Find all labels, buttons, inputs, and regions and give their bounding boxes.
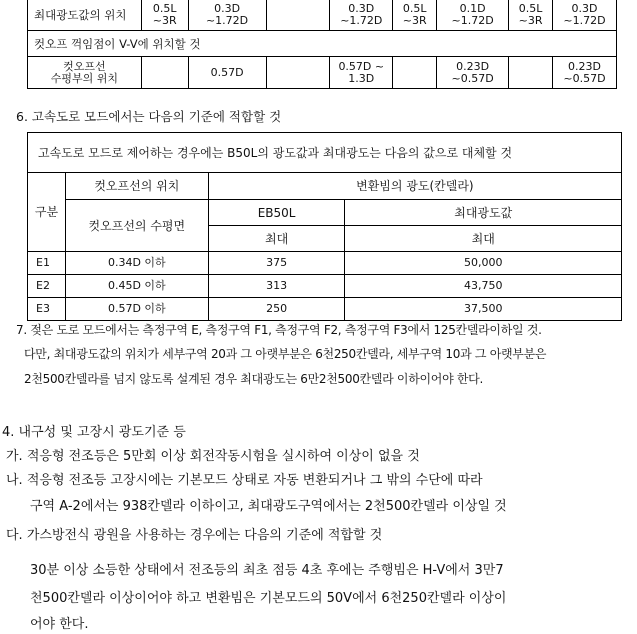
- header-max-value: 최대광도값: [345, 200, 622, 226]
- top-spec-table: [27, 0, 617, 89]
- table-row: [28, 275, 622, 298]
- item-7-line-1: 7. 젖은 도로 모드에서는 측정구역 E, 측정구역 F1, 측정구역 F2, 측정구역 F3에서 125칸델라이하일 것.: [16, 323, 542, 337]
- table-row: [28, 298, 622, 321]
- row-cutoff-horizontal: [28, 57, 617, 89]
- cell: 0.3D ~1.72D: [553, 0, 617, 31]
- section-4-item-a: 가. 적응형 전조등은 5만회 이상 회전작동시험을 실시하여 이상이 없을 것: [6, 449, 420, 464]
- cell: 0.5L ~3R: [509, 0, 553, 31]
- header-max: 최대: [345, 226, 622, 252]
- row-position: 0.34D 이하: [65, 252, 208, 275]
- row-label: 컷오프선 수평부의 위치: [28, 57, 142, 89]
- section-4-item-c-line-3: 어야 한다.: [30, 617, 89, 632]
- table-caption: 고속도로 모드로 제어하는 경우에는 B50L의 광도값과 최대광도는 다음의 값으로 대체할 것: [28, 133, 622, 173]
- section-4-item-c-line-2: 천500칸델라 이상이어야 하고 변환빔은 기본모드의 50V에서 6천250칸델라 이상이: [30, 591, 507, 606]
- cell: 0.5L ~3R: [393, 0, 437, 31]
- header-eb50l: EB50L: [208, 200, 345, 226]
- cell: 0.3D ~1.72D: [188, 0, 266, 31]
- row-max: 37,500: [345, 298, 622, 321]
- item-6-heading: 6. 고속도로 모드에서는 다음의 기준에 적합할 것: [16, 109, 282, 124]
- row-label: 최대광도값의 위치: [28, 0, 142, 31]
- cell: 0.3D ~1.72D: [330, 0, 393, 31]
- section-4-item-c: 다. 가스방전식 광원을 사용하는 경우에는 다음의 기준에 적합할 것: [6, 528, 383, 543]
- row-max-position: [28, 0, 617, 31]
- cell: 0.1D ~1.72D: [437, 0, 509, 31]
- header-cutoff-horizontal: 컷오프선의 수평면: [65, 200, 208, 252]
- cell: [266, 57, 330, 89]
- row-max: 43,750: [345, 275, 622, 298]
- header-cutoff-position: 컷오프선의 위치: [65, 173, 208, 200]
- cell: [393, 57, 437, 89]
- row-cutoff-point: [28, 31, 617, 57]
- cell: 0.57D ~ 1.3D: [330, 57, 393, 89]
- header-intensity: 변환빔의 광도(칸델라): [208, 173, 621, 200]
- row-position: 0.45D 이하: [65, 275, 208, 298]
- cell: 0.57D: [188, 57, 266, 89]
- cell: 0.5L ~3R: [141, 0, 188, 31]
- row-id: E3: [28, 298, 66, 321]
- row-eb50l: 375: [208, 252, 345, 275]
- header-max: 최대: [208, 226, 345, 252]
- row-eb50l: 250: [208, 298, 345, 321]
- row-id: E1: [28, 252, 66, 275]
- header-gubun: 구분: [28, 173, 66, 252]
- cell: [266, 0, 330, 31]
- row-position: 0.57D 이하: [65, 298, 208, 321]
- item-7-line-2: 다만, 최대광도값의 위치가 세부구역 20과 그 아랫부분은 6천250칸델라, 세부구역 10과 그 아랫부분은: [24, 347, 547, 361]
- section-4-item-c-line-1: 30분 이상 소등한 상태에서 전조등의 최초 점등 4초 후에는 주행빔은 H-V에서 3만7: [30, 563, 504, 578]
- cell: 0.23D ~0.57D: [553, 57, 617, 89]
- row-text: 컷오프 꺽임점이 V-V에 위치할 것: [28, 31, 617, 57]
- section-4-item-b-line-2: 구역 A-2에서는 938칸델라 이하이고, 최대광도구역에서는 2천500칸델라 이상일 것: [30, 499, 507, 514]
- cell: [141, 57, 188, 89]
- highway-mode-table: [27, 132, 622, 321]
- section-4-item-b-line-1: 나. 적응형 전조등 고장시에는 기본모드 상태로 자동 변환되거나 그 밖의 수단에 따라: [6, 473, 483, 488]
- row-id: E2: [28, 275, 66, 298]
- cell: 0.23D ~0.57D: [437, 57, 509, 89]
- cell: [509, 57, 553, 89]
- item-7-line-3: 2천500칸델라를 넘지 않도록 설계된 경우 최대광도는 6만2천500칸델라 이하이어야 한다.: [24, 372, 483, 386]
- section-4-title: 4. 내구성 및 고장시 광도기준 등: [2, 425, 186, 440]
- row-eb50l: 313: [208, 275, 345, 298]
- row-max: 50,000: [345, 252, 622, 275]
- table-row: [28, 252, 622, 275]
